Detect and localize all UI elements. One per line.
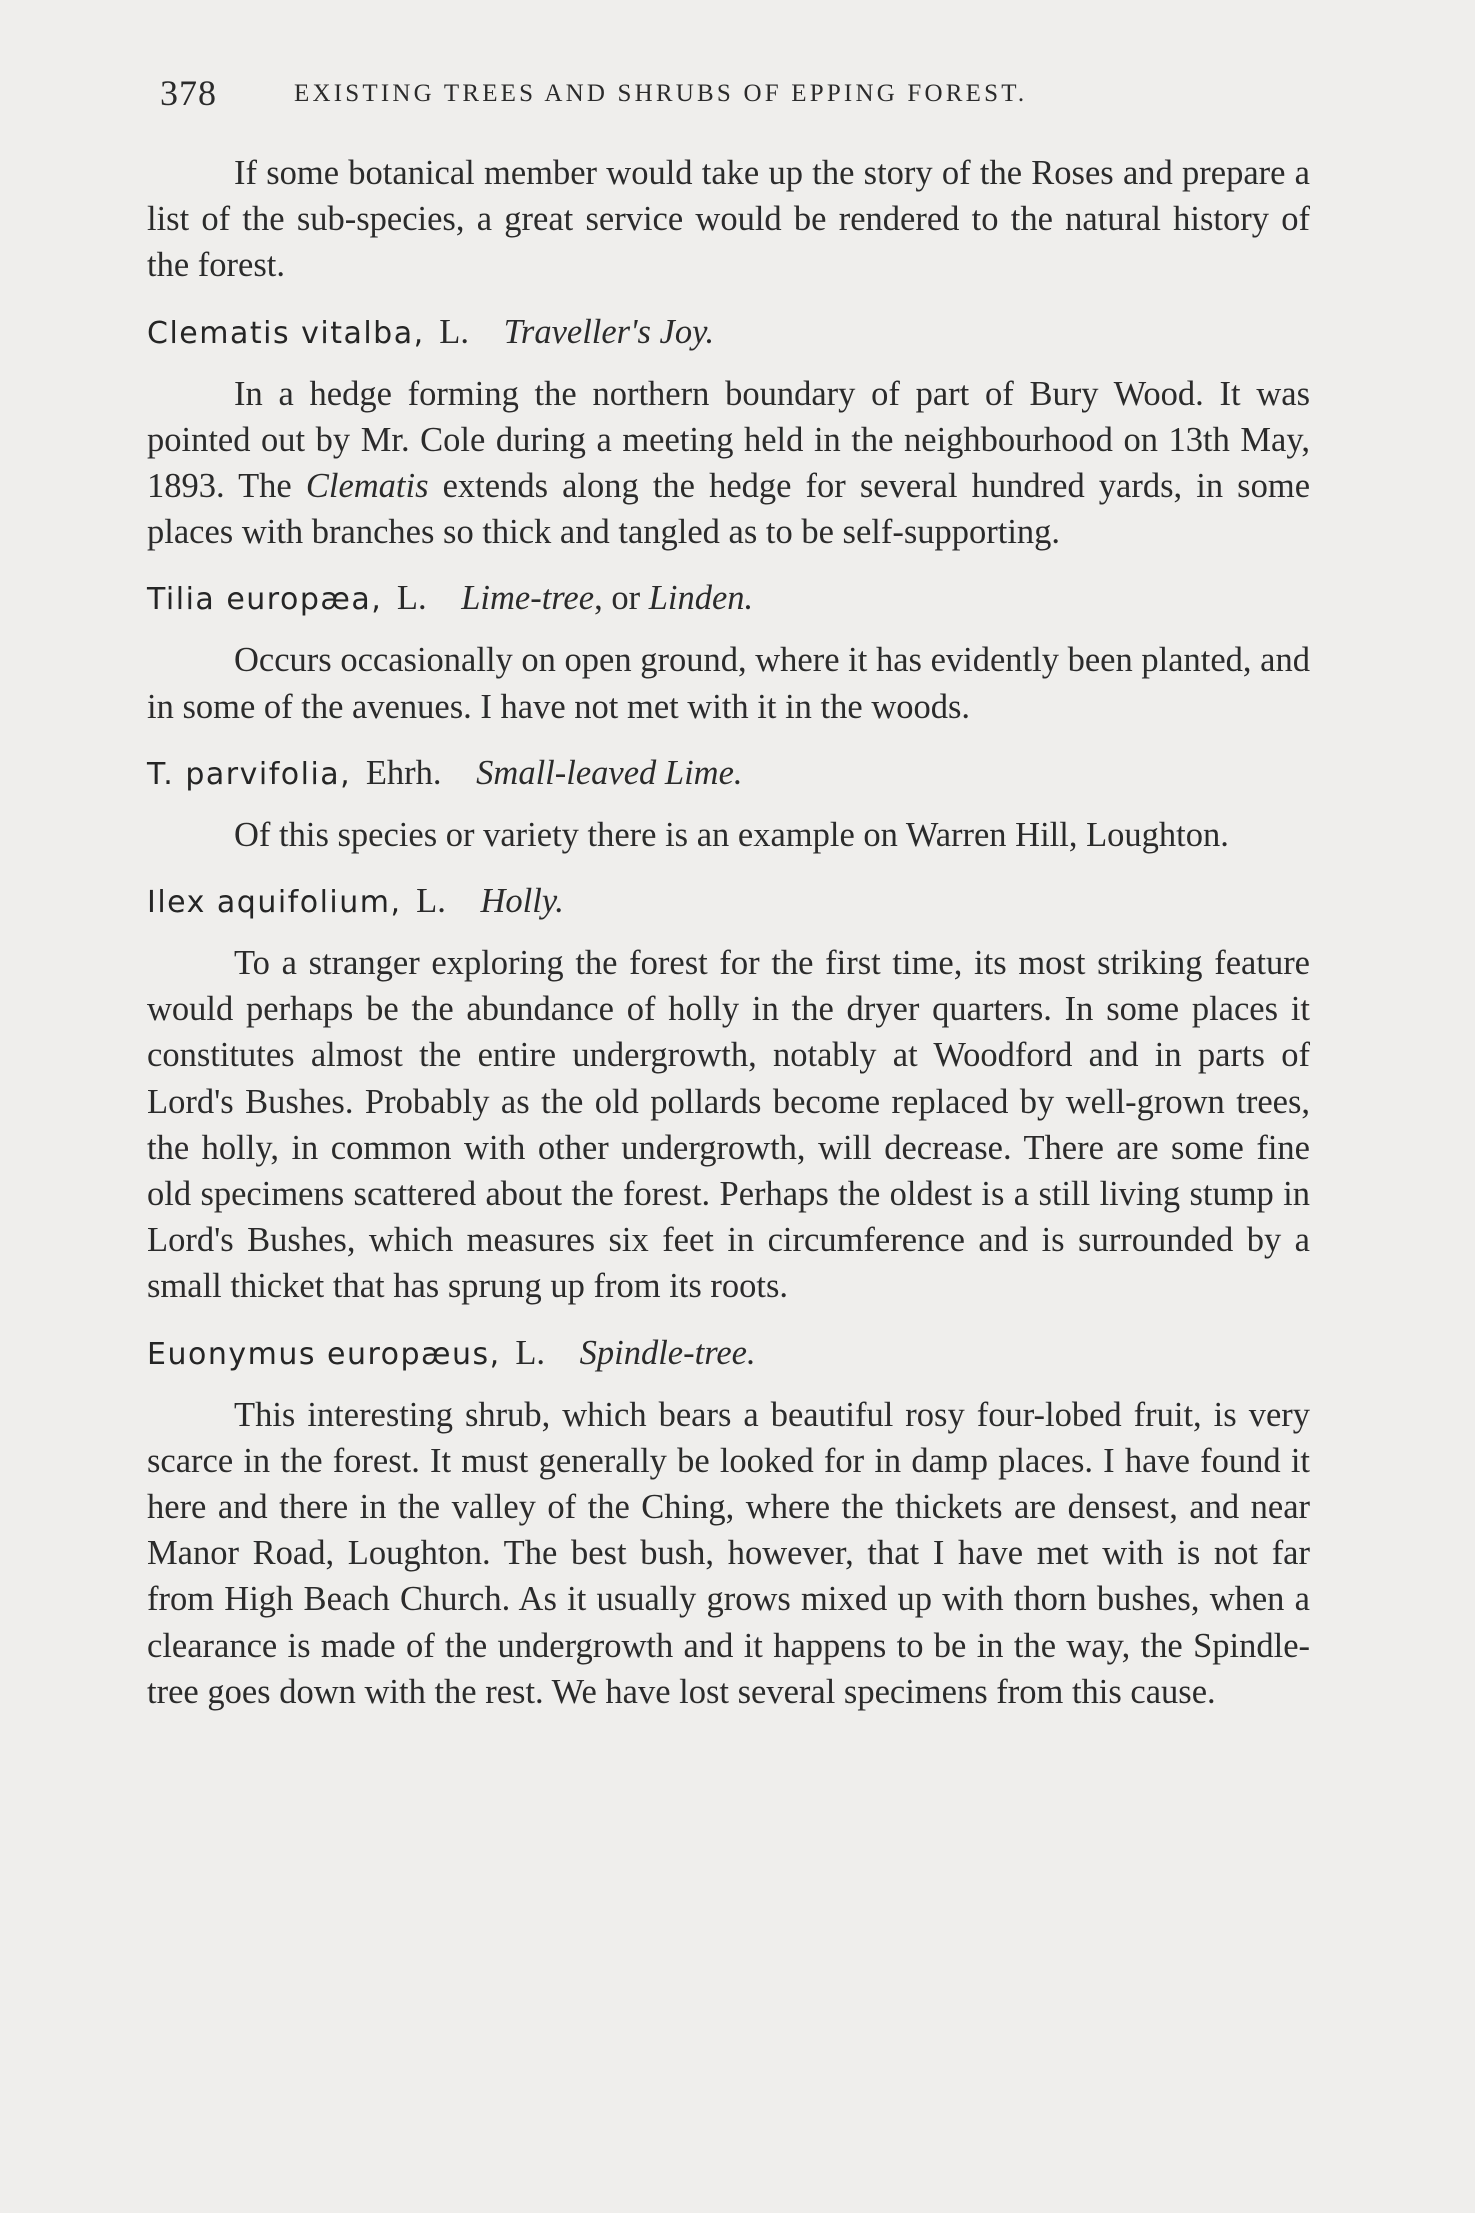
page-number: 378 <box>160 73 217 113</box>
page-body <box>147 150 1310 1715</box>
entry-text-ilex: To a stranger exploring the forest for the first time, its most striking feature would perhaps be the abundance of holly in the dryer quarters. In some places it constitutes almost the entire undergrowth, notably at Woodford and in parts of Lord's Bushes. Probably as the old pollards become replaced by well-grown trees, the holly, in common with other undergrowth, will decrease. There are some fine old specimens scattered about the forest. Perhaps the oldest is a still living stump in Lord's Bushes, which measures six feet in circumference and is surrounded by a small thicket that has sprung up from its roots. <box>147 944 1310 1306</box>
species-name: Euonymus europæus, <box>147 1336 501 1372</box>
page-header <box>160 72 1190 122</box>
species-name: Tilia europæa, <box>147 582 383 618</box>
species-authority: L. <box>416 882 446 921</box>
common-name: Spindle-tree. <box>579 1333 756 1372</box>
entry-text-tilia: Occurs occasionally on open ground, where it has evidently been planted, and in some of the avenues. I have not met with it in the woods. <box>147 641 1310 726</box>
entry-text-part: extends along the hedge for several hundred yards, in some places with branches so thick and tangled as to be self-supporting. <box>147 467 1311 552</box>
entry-heading-euonymus <box>147 1330 1310 1378</box>
common-name-connector: , or <box>594 579 649 618</box>
entry-heading-tilia <box>147 575 1310 623</box>
species-name: T. parvifolia, <box>147 756 352 792</box>
species-authority: Ehrh. <box>365 753 442 792</box>
common-name: Lime-tree <box>461 579 595 618</box>
entry-heading-clematis <box>147 309 1310 357</box>
running-head: EXISTING TREES AND SHRUBS OF EPPING FOREST. <box>294 80 1028 107</box>
entry-heading-ilex <box>147 878 1310 926</box>
entry-heading-parvifolia <box>147 750 1310 798</box>
common-name: Small-leaved Lime. <box>476 753 743 792</box>
entry-text-parvifolia: Of this species or variety there is an example on Warren Hill, Loughton. <box>234 815 1229 854</box>
common-name: Traveller's Joy. <box>503 312 715 351</box>
intro-paragraph: If some botanical member would take up the story of the Roses and prepare a list of the sub-species, a great service would be rendered to the natural history of the forest. <box>147 154 1310 285</box>
entry-text-euonymus: This interesting shrub, which bears a beautiful rosy four-lobed fruit, is very scarce in the forest. It must generally be looked for in damp places. I have found it here and there in the valley of the Ching, where the thickets are densest, and near Manor Road, Loughton. The best bush, however, that I have met with is not far from High Beach Church. As it usually grows mixed up with thorn bushes, when a clearance is made of the undergrowth and it happens to be in the way, the Spindle-tree goes down with the rest. We have lost several specimens from this cause. <box>147 1395 1310 1711</box>
entry-text-part: In a hedge forming the northern boundary of part of Bury Wood. It was pointed out by Mr. Cole during a meeting held in the neighbourhood on 13th May, 1893. The <box>147 374 1310 506</box>
entry-text-clematis <box>147 371 1310 556</box>
common-name: Holly. <box>480 882 564 921</box>
species-name: Clematis vitalba, <box>147 315 425 351</box>
species-authority: L. <box>439 312 469 351</box>
entry-text-italic: Clematis <box>305 467 429 506</box>
common-name-alt: Linden. <box>648 579 754 618</box>
species-authority: L. <box>396 579 427 618</box>
species-name: Ilex aquifolium, <box>147 885 402 921</box>
species-authority: L. <box>515 1333 546 1372</box>
